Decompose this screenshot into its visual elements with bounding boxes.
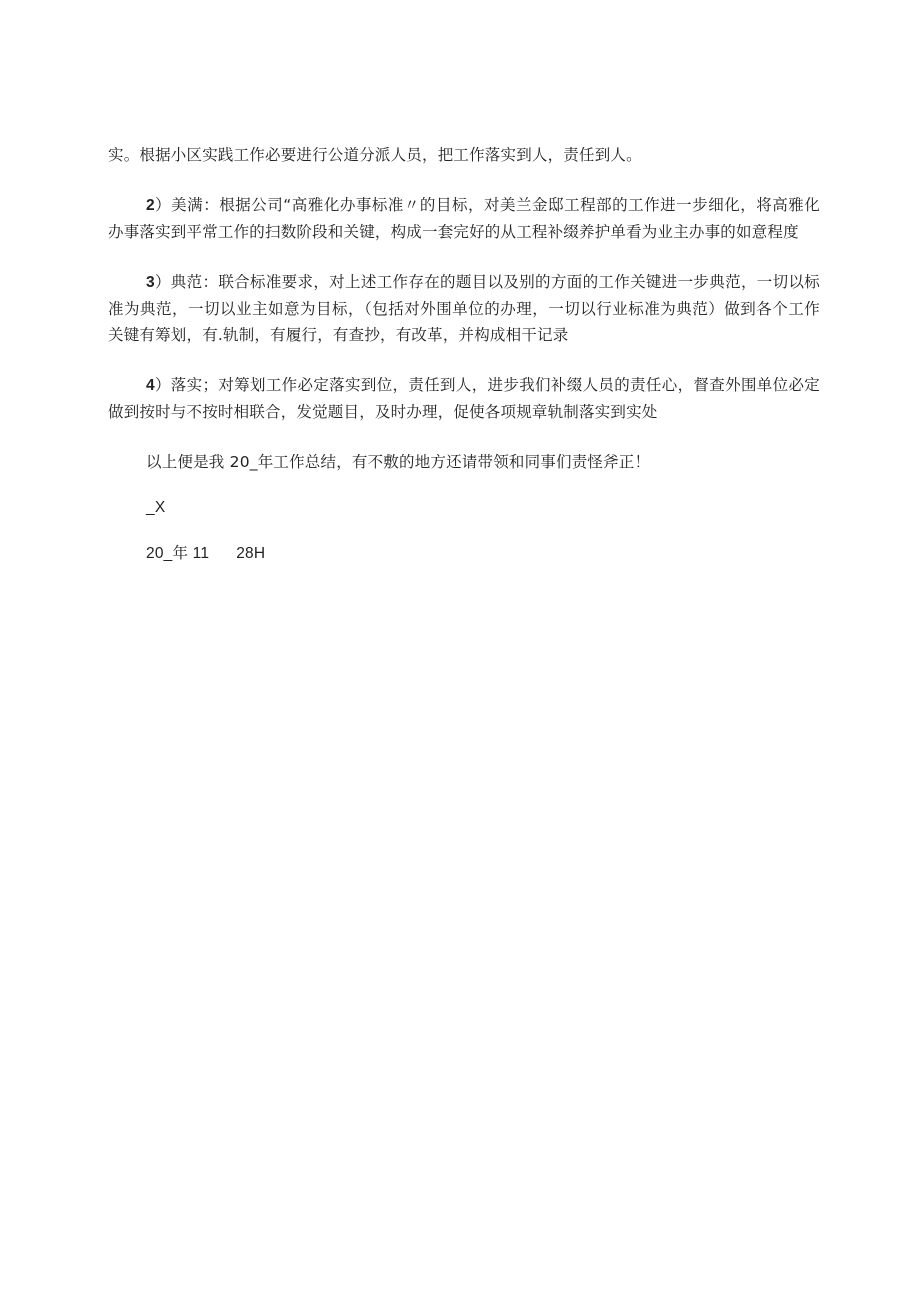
paragraph-3-text: ）典范：联合标准要求，对上述工作存在的题目以及别的方面的工作关键进一步典范，一切以标准为典范，一切以业主如意为目标，（包括对外围单位的办理，一切以行业标准为典范）做到各个工作关键有筹划，有.轨制，有履行，有查抄，有改革，并构成相干记录 (108, 273, 820, 344)
paragraph-3 (108, 269, 820, 348)
paragraph-4 (108, 372, 820, 425)
date-line (108, 541, 820, 567)
paragraph-1-text: 实。根据小区实践工作必要进行公道分派人员，把工作落实到人，责任到人。 (108, 146, 642, 164)
closing-paragraph (108, 449, 820, 475)
paragraph-4-number: 4 (146, 377, 155, 394)
paragraph-1 (108, 142, 820, 168)
closing-text: 以上便是我 20_年工作总结，有不敷的地方还请带领和同事们责怪斧正！ (146, 453, 651, 471)
date-text: 20_年 11 28H (146, 545, 266, 562)
paragraph-2-text: ）美满：根据公司“高雅化办事标准〃的目标，对美兰金邸工程部的工作进一步细化，将高雅化办事落实到平常工作的扫数阶段和关键，构成一套完好的从工程补缀养护单看为业主办事的如意程度 (108, 196, 820, 241)
paragraph-2 (108, 192, 820, 245)
paragraph-4-text: ）落实；对筹划工作必定落实到位，责任到人，进步我们补缀人员的责任心，督查外围单位必定做到按时与不按时相联合，发觉题目，及时办理，促使各项规章轨制落实到实处 (108, 376, 820, 421)
signature-text: _X (146, 499, 166, 516)
paragraph-2-number: 2 (146, 197, 155, 214)
paragraph-3-number: 3 (146, 274, 155, 291)
document-body (108, 142, 820, 587)
signature-line (108, 495, 820, 521)
